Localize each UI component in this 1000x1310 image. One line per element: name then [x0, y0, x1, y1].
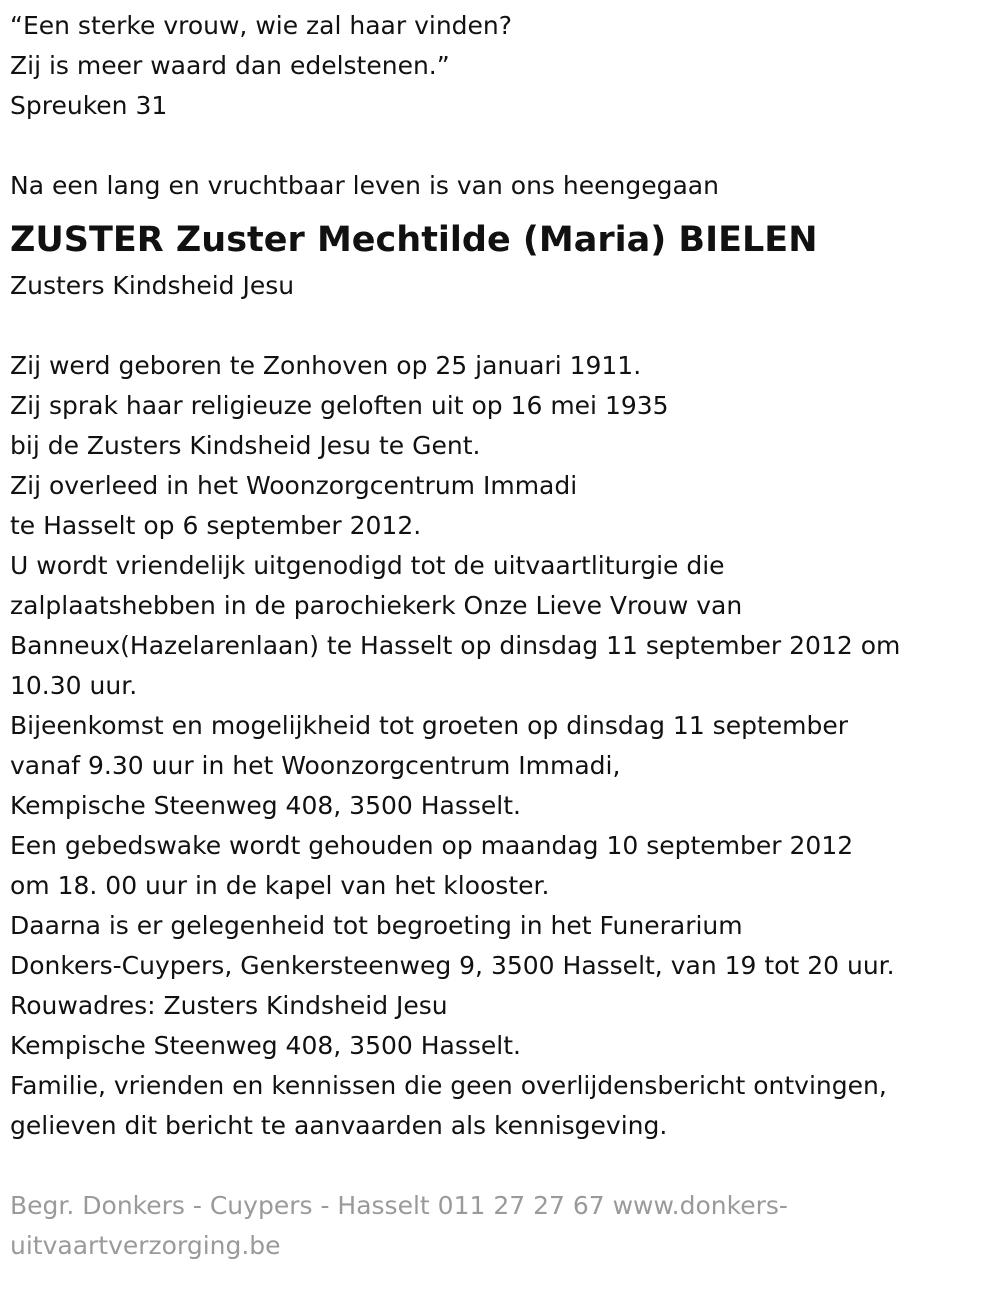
deceased-name: ZUSTER Zuster Mechtilde (Maria) BIELEN — [10, 220, 818, 260]
notice-body — [10, 346, 990, 1146]
footer-line: uitvaartverzorging.be — [10, 1231, 281, 1260]
body-line: Donkers-Cuypers, Genkersteenweg 9, 3500 Hasselt, van 19 tot 20 uur. — [10, 951, 895, 980]
quote-source: Spreuken 31 — [10, 91, 168, 120]
quote-line: Zij is meer waard dan edelstenen.” — [10, 51, 450, 80]
death-notice — [10, 6, 990, 1266]
body-line: Zij sprak haar religieuze geloften uit op 16 mei 1935 — [10, 391, 669, 420]
body-line: Bijeenkomst en mogelijkheid tot groeten op dinsdag 11 september — [10, 711, 849, 740]
quote-line: “Een sterke vrouw, wie zal haar vinden? — [10, 11, 513, 40]
body-line: Kempische Steenweg 408, 3500 Hasselt. — [10, 1031, 521, 1060]
intro-text: Na een lang en vruchtbaar leven is van ons heengegaan — [10, 171, 719, 200]
body-line: U wordt vriendelijk uitgenodigd tot de uitvaartliturgie die — [10, 551, 725, 580]
spacer — [10, 126, 990, 166]
footer-line: Begr. Donkers - Cuypers - Hasselt 011 27 27 67 www.donkers- — [10, 1191, 788, 1220]
body-line: Rouwadres: Zusters Kindsheid Jesu — [10, 991, 448, 1020]
body-line: vanaf 9.30 uur in het Woonzorgcentrum Immadi, — [10, 751, 621, 780]
body-line: Zij werd geboren te Zonhoven op 25 januari 1911. — [10, 351, 642, 380]
body-line: Familie, vrienden en kennissen die geen overlijdensbericht ontvingen, — [10, 1071, 887, 1100]
body-line: 10.30 uur. — [10, 671, 138, 700]
bible-quote — [10, 6, 990, 126]
body-line: gelieven dit bericht te aanvaarden als kennisgeving. — [10, 1111, 668, 1140]
body-line: Zij overleed in het Woonzorgcentrum Immadi — [10, 471, 578, 500]
body-line: Daarna is er gelegenheid tot begroeting in het Funerarium — [10, 911, 743, 940]
congregation: Zusters Kindsheid Jesu — [10, 271, 295, 300]
body-line: te Hasselt op 6 september 2012. — [10, 511, 422, 540]
body-line: zalplaatshebben in de parochiekerk Onze Lieve Vrouw van — [10, 591, 743, 620]
body-line: bij de Zusters Kindsheid Jesu te Gent. — [10, 431, 481, 460]
spacer — [10, 1146, 990, 1186]
body-line: om 18. 00 uur in de kapel van het klooster. — [10, 871, 550, 900]
body-line: Banneux(Hazelarenlaan) te Hasselt op dinsdag 11 september 2012 om — [10, 631, 901, 660]
body-line: Een gebedswake wordt gehouden op maandag 10 september 2012 — [10, 831, 854, 860]
body-line: Kempische Steenweg 408, 3500 Hasselt. — [10, 791, 521, 820]
funeral-home-footer — [10, 1186, 990, 1266]
spacer — [10, 306, 990, 346]
